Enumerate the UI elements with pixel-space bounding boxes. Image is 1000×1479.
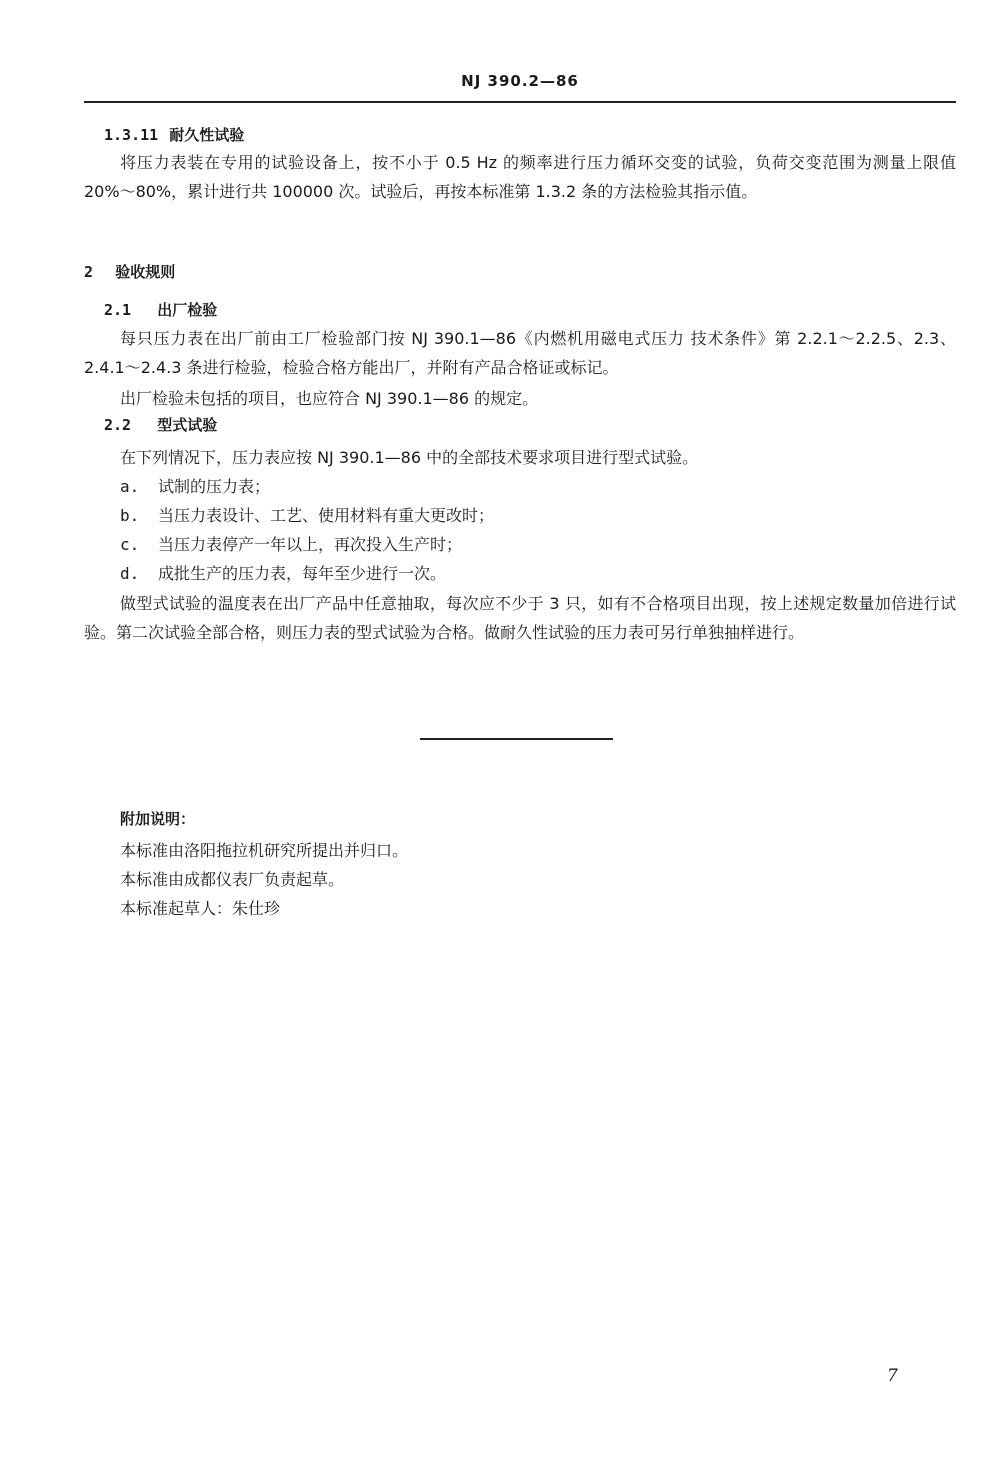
section-2-2-heading xyxy=(104,414,217,435)
notes-line: 本标准起草人：朱仕珍 xyxy=(120,899,281,918)
list-item xyxy=(120,561,446,584)
section-1-3-11-heading xyxy=(104,124,244,145)
section-title: 验收规则 xyxy=(115,263,176,281)
list-item xyxy=(120,474,270,497)
notes-title: 附加说明： xyxy=(120,810,196,828)
list-item-mark: b. xyxy=(120,506,140,525)
notes-line: 本标准由洛阳拖拉机研究所提出并归口。 xyxy=(120,841,409,860)
list-item-text: 当压力表设计、工艺、使用材料有重大更改时； xyxy=(158,506,495,525)
section-2-heading xyxy=(84,261,175,282)
section-1-3-11-body: 将压力表装在专用的试验设备上，按不小于 0.5 Hz 的频率进行压力循环交变的试验，负荷交变范围为测量上限值 20%～80%，累计进行共 100000 次。试验后，再按本标准第 1.3.2 条的方法检验其指示值。 xyxy=(84,153,956,201)
page-number: 7 xyxy=(887,1366,898,1386)
section-2-1-heading xyxy=(104,299,217,320)
section-number: 2.2 xyxy=(104,416,132,434)
section-number: 2 xyxy=(84,263,94,281)
section-number: 2.1 xyxy=(104,301,132,319)
list-item-text: 试制的压力表； xyxy=(158,477,271,496)
section-2-1-body-2: 出厂检验未包括的项目，也应符合 NJ 390.1—86 的规定。 xyxy=(120,389,539,408)
list-item-mark: c. xyxy=(120,535,140,554)
list-item xyxy=(120,532,462,555)
section-2-2-closing: 做型式试验的温度表在出厂产品中任意抽取，每次应不少于 3 只，如有不合格项目出现，按上述规定数量加倍进行试验。第二次试验全部合格，则压力表的型式试验为合格。做耐久性试验的压力表可另行单独抽样进行。 xyxy=(84,594,956,642)
list-item-mark: a. xyxy=(120,477,140,496)
list-item-text: 成批生产的压力表，每年至少进行一次。 xyxy=(158,564,447,583)
section-title: 出厂检验 xyxy=(157,301,218,319)
section-2-2-intro: 在下列情况下，压力表应按 NJ 390.1—86 中的全部技术要求项目进行型式试验。 xyxy=(120,448,699,467)
section-number: 1.3.11 xyxy=(104,126,159,144)
header-doc-code: NJ 390.2—86 xyxy=(461,72,579,90)
notes-line: 本标准由成都仪表厂负责起草。 xyxy=(120,870,345,889)
section-2-1-body-1: 每只压力表在出厂前由工厂检验部门按 NJ 390.1—86《内燃机用磁电式压力 技术条件》第 2.2.1～2.2.5、2.3、2.4.1～2.4.3 条进行检验，检验合格方能出厂，并附有产品合格证或标记。 xyxy=(84,329,956,377)
list-item-mark: d. xyxy=(120,564,140,583)
end-rule xyxy=(420,738,613,740)
list-item-text: 当压力表停产一年以上，再次投入生产时； xyxy=(158,535,463,554)
section-title: 耐久性试验 xyxy=(169,126,245,144)
header-rule xyxy=(84,101,956,103)
list-item xyxy=(120,503,494,526)
section-title: 型式试验 xyxy=(157,416,218,434)
